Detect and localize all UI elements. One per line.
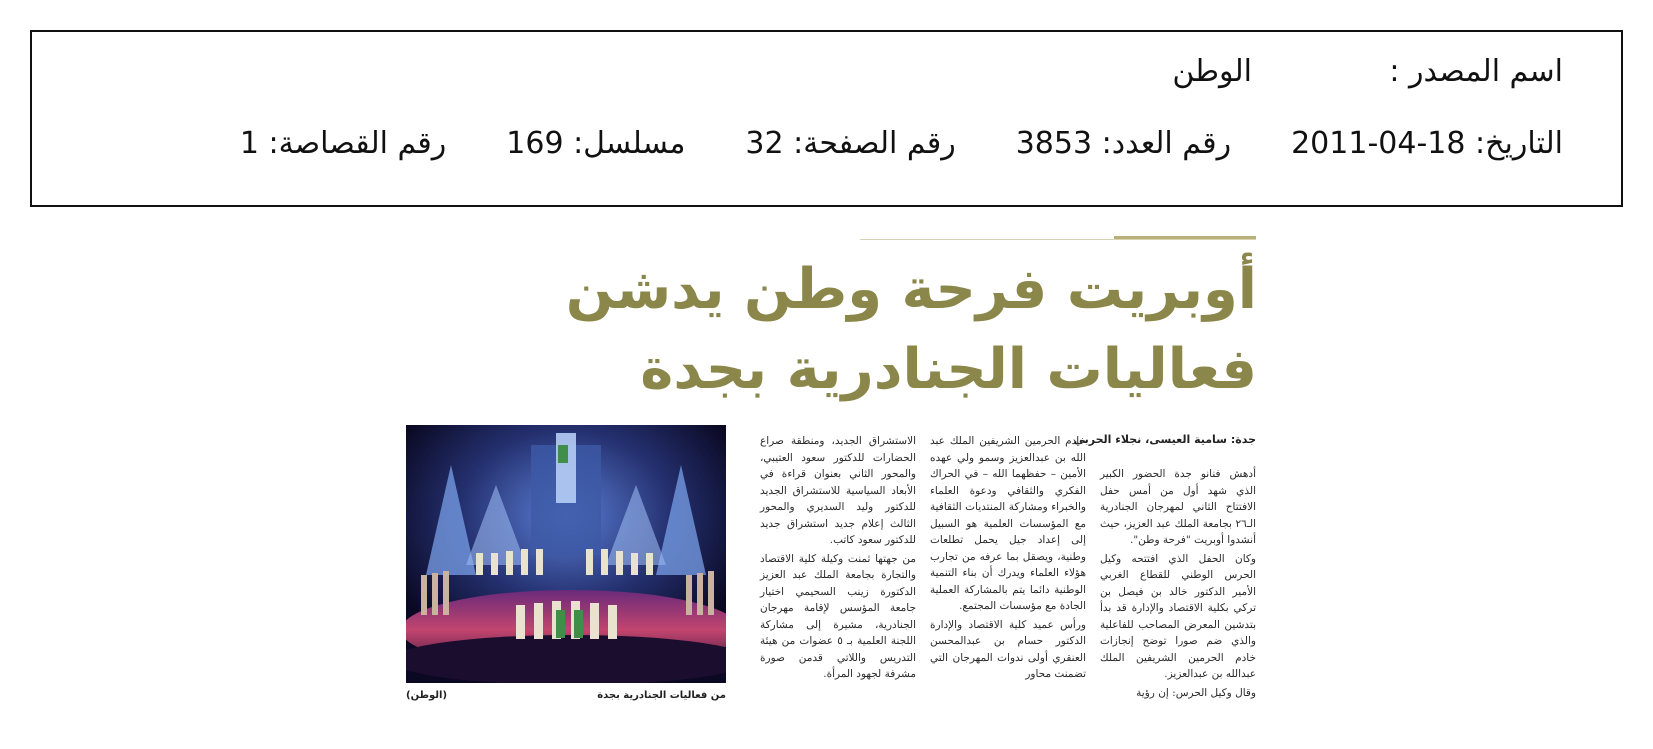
paragraph: الاستشراق الجديد، ومنطقة صراع الحضارات للدكتور سعود العتيبي، والمحور الثاني بعنوان قراءة في الأبعاد السياسية للاستشراق الجديد للدكتور وليد السديري والمحور الثالث إعلام جديد استشراق جديد للدكتور سعود كاتب. <box>760 435 916 546</box>
serial-field: مسلسل: 169 <box>506 126 686 161</box>
photo-credit: (الوطن) <box>406 690 448 701</box>
date-field: التاريخ: 18-04-2011 <box>1291 126 1563 161</box>
paragraph: ورأس عميد كلية الاقتصاد والإدارة الدكتور حسام بن عبدالمحسن العنقري أولى ندوات المهرجان التي تضمنت محاور <box>930 618 1086 680</box>
stage-photo-illustration <box>406 425 726 683</box>
issue-field: رقم العدد: 3853 <box>1015 126 1232 161</box>
details-row <box>240 126 1563 161</box>
paragraph: وقال وكيل الحرس: إن رؤية <box>1136 686 1256 699</box>
metadata-box <box>30 30 1623 207</box>
source-row <box>1172 54 1563 89</box>
clipping-accent-rule <box>1114 236 1256 239</box>
page-field: رقم الصفحة: 32 <box>745 126 956 161</box>
article-byline: جدة: سامية العيسى، نجلاء الحربي <box>1073 433 1256 446</box>
source-value: الوطن <box>1172 54 1252 89</box>
article-column-3 <box>760 433 916 685</box>
article-column-1 <box>1100 466 1256 703</box>
article-column-2 <box>930 433 1086 685</box>
paragraph: من جهتها ثمنت وكيلة كلية الاقتصاد والتجارة بجامعة الملك عبد العزيز الدكتورة زينب السحيمي اختيار جامعة المؤسس لإقامة مهرجان الجنادرية، مشيرة إلى مشاركة اللجنة العلمية بـ ٥ عضوات من هيئة التدريس واللاتي قدمن صورة مشرفة لجهود المرأة. <box>760 552 916 680</box>
clip-field: رقم القصاصة: 1 <box>239 126 447 161</box>
article-photo <box>406 425 726 683</box>
paragraph: خادم الحرمين الشريفين الملك عبد الله بن عبدالعزيز وسمو ولي عهده الأمين – حفظهما الله – في الحراك الفكري والثقافي ودعوة العلماء والخبراء ومشاركة المنتديات الثقافية مع المؤسسات العلمية هو السبيل إلى إعداد جيل يحمل تطلعات وطنية، ويصقل بما عرفه من تجارب هؤلاء العلماء ويدرك أن بناء التنمية الوطنية دائما يتم بالمشاركة العملية الجادة مع مؤسسات المجتمع. <box>930 435 1086 612</box>
clipping-top-line <box>860 239 1256 240</box>
caption-text: من فعاليات الجنادرية بجدة <box>597 690 726 701</box>
article-headline: أوبريت فرحة وطن يدشن فعاليات الجنادرية بجدة <box>565 257 1257 402</box>
source-label: اسم المصدر : <box>1389 54 1563 89</box>
paragraph: وكان الحفل الذي افتتحه وكيل الحرس الوطني للقطاع الغربي الأمير الدكتور خالد بن فيصل بن تركي بكلية الاقتصاد والإدارة قد بدأ بتدشين المعرض المصاحب للفاعلية والذي ضم صورا توضح إنجازات خادم الحرمين الشريفين الملك عبدالله بن عبدالعزيز. <box>1100 552 1256 680</box>
photo-caption <box>406 690 726 704</box>
paragraph: أدهش فنانو جدة الحضور الكبير الذي شهد أول من أمس حفل الافتتاح الثاني لمهرجان الجنادرية الـ٢٦ بجامعة الملك عبد العزيز، حيث أنشدوا أوبريت "فرحة وطن". <box>1100 468 1256 546</box>
